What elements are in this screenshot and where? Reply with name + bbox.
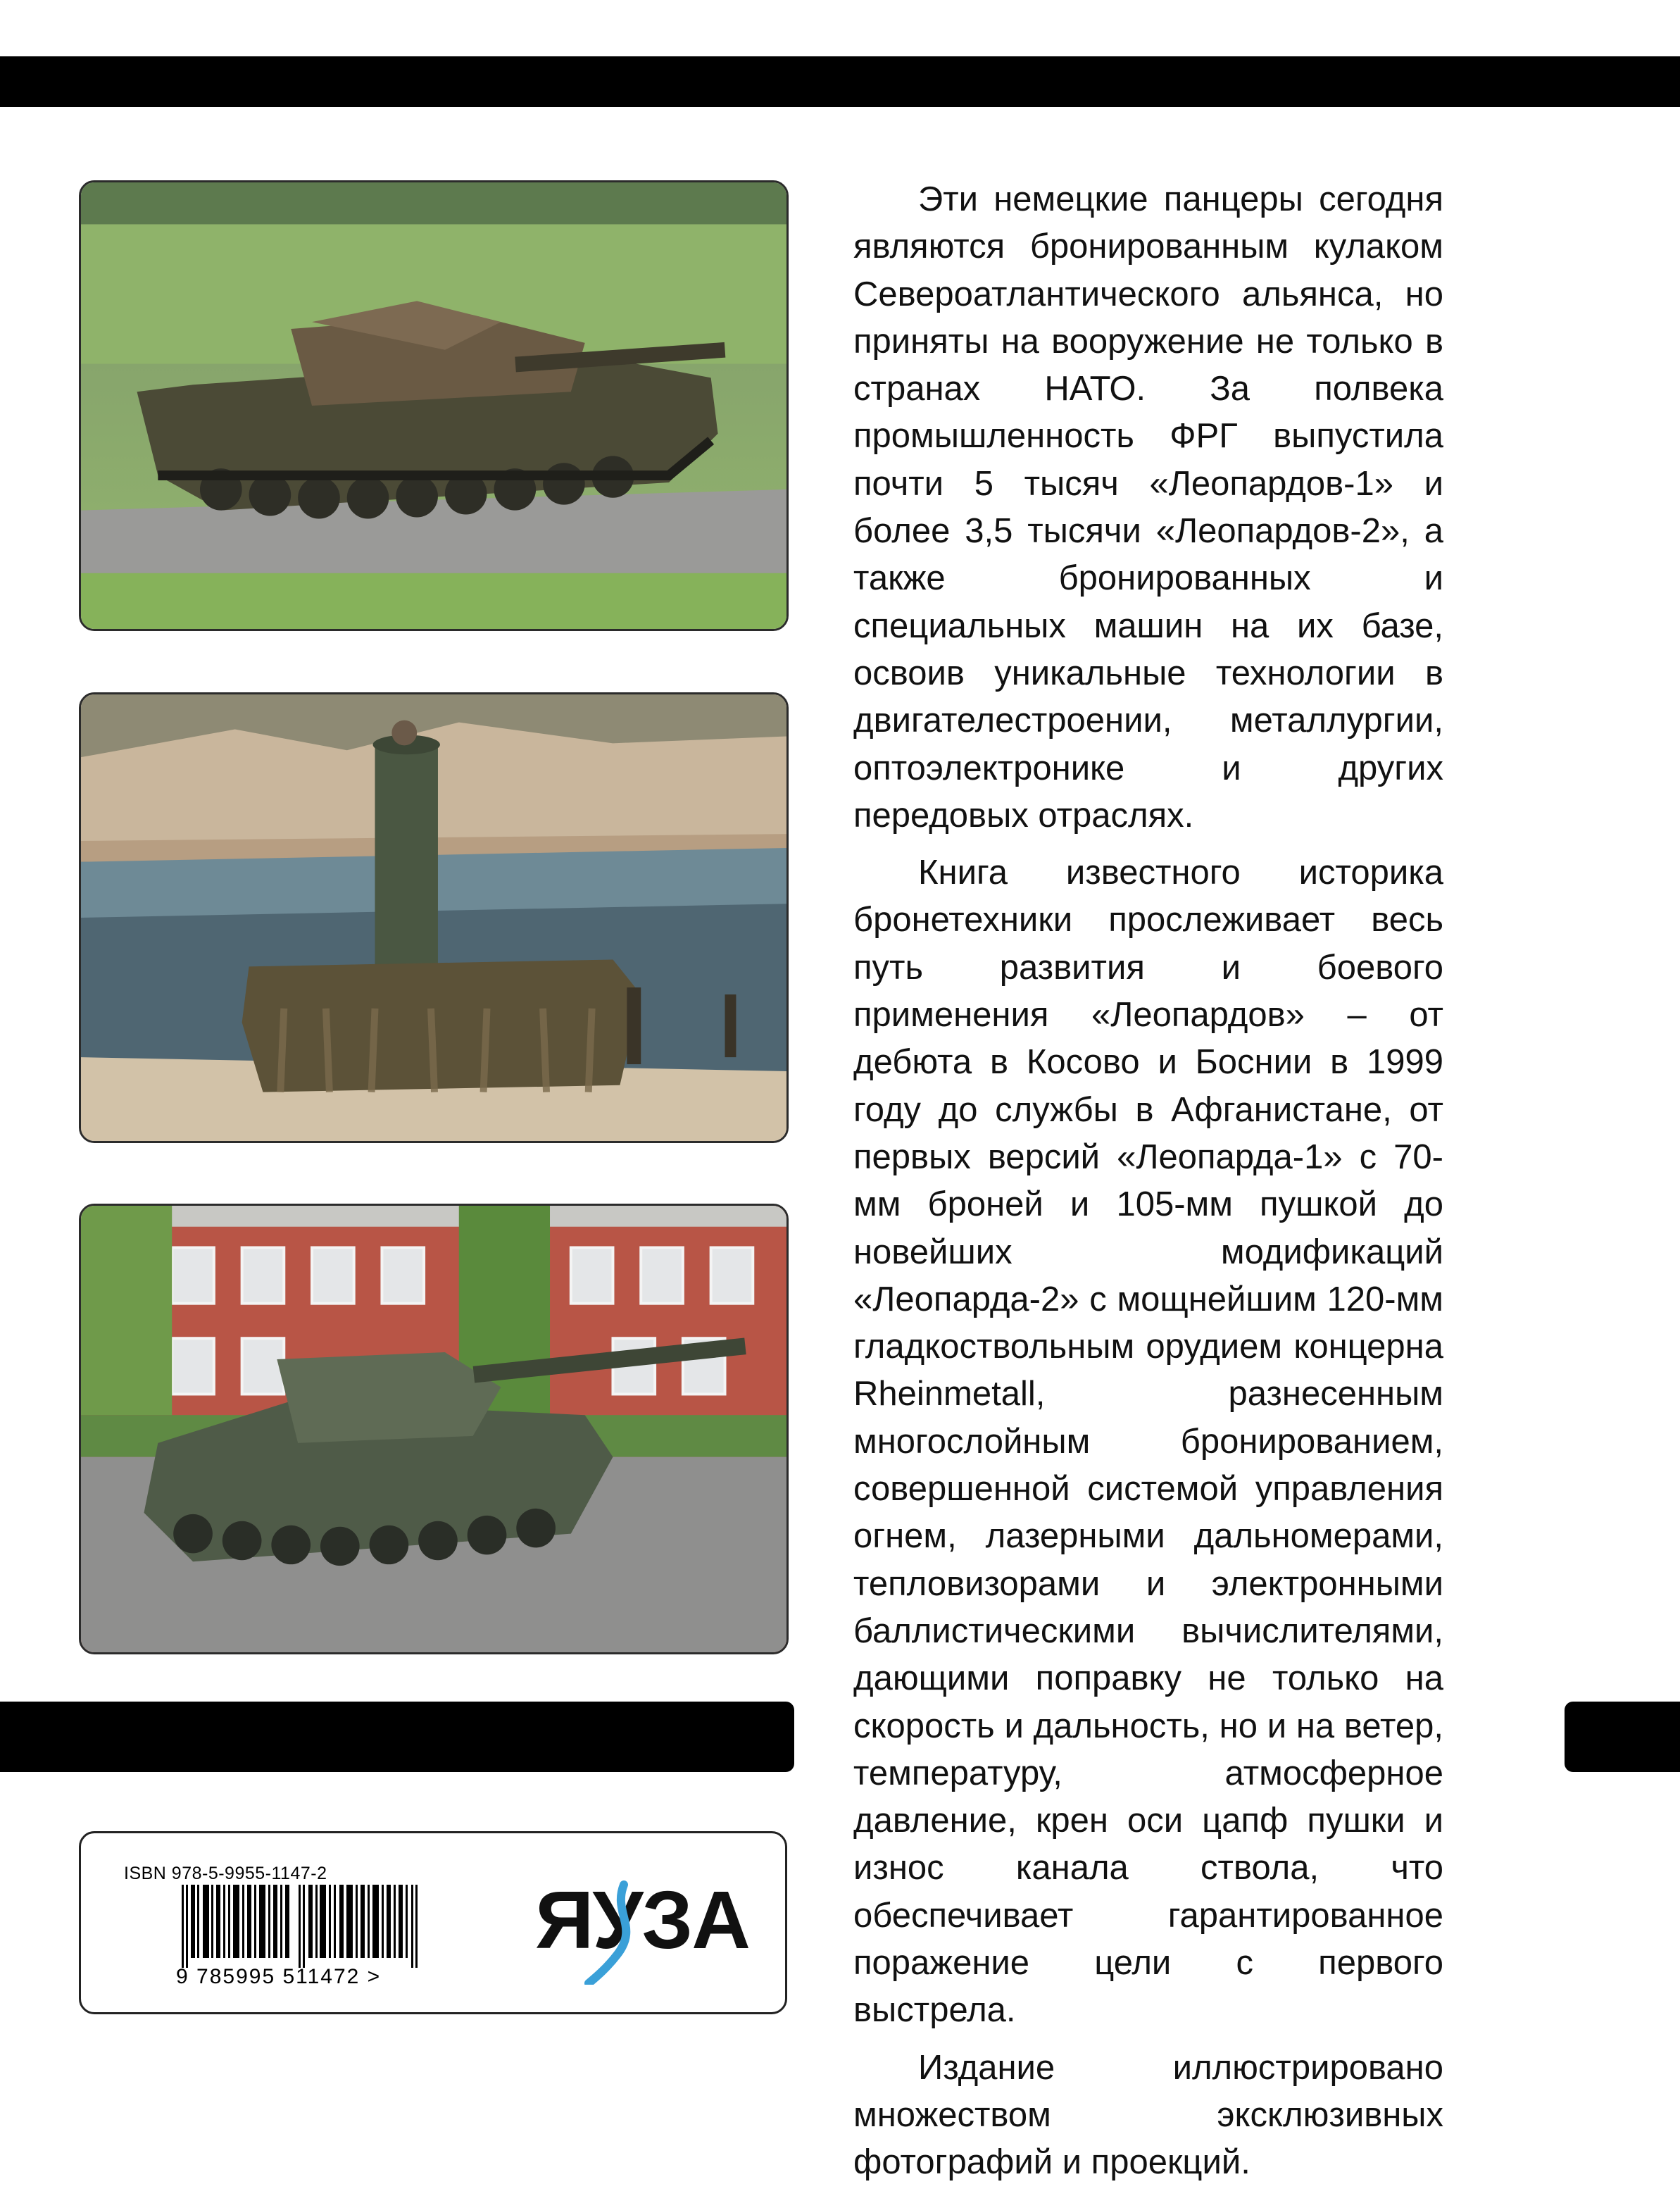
- publisher-logo-wave-icon: [534, 1871, 682, 1985]
- barcode-digits: 9 785995 511472 >: [176, 1965, 382, 1988]
- middle-black-band: [0, 1702, 794, 1772]
- photo-leopard2-camouflage: [79, 180, 789, 631]
- description-paragraph-2: Книга известного историка бронетехники прослеживает весь путь развития и боевого применения «Леопардов» – от дебюта в Косово и Боснии в 1999 году до службы в Афганистане, от первых версий «Леопарда-1» с 70-мм броней и 105-мм пушкой до новейших модификаций «Леопарда-2» с мощнейшим 120-мм гладкоствольным орудием концерна Rheinmetall, разнесенным многослойным бронированием, совершенной системой управления огнем, лазерными дальномерами, тепловизорами и электронными баллистическими вычислителями, дающими поправку не только на скорость и дальность, но и на ветер, температуру, атмосферное давление, крен оси цапф пушки и износ канала ствола, что обеспечивает гарантированное поражение цели с первого выстрела.: [853, 854, 1443, 2030]
- tank-illustration-1: [81, 182, 786, 629]
- isbn-label: ISBN 978-5-9955-1147-2: [124, 1864, 327, 1883]
- photo-leopard-river-crossing: [79, 692, 789, 1143]
- barcode-icon: [182, 1885, 428, 1968]
- publisher-logo: ЯУЗА: [535, 1874, 749, 1966]
- description-paragraph-3: Издание иллюстрировано множеством эксклюзивных фотографий и проекций.: [853, 2048, 1443, 2182]
- tank-illustration-2: [81, 694, 786, 1141]
- photo-leopard1-red-building: [79, 1204, 789, 1654]
- back-cover-description: [853, 176, 1443, 2196]
- description-paragraph-1: Эти немецкие панцеры сегодня являются бронированным кулаком Североатлантического альянса, но приняты на вооружение не только в странах НАТО. За полвека промышленность ФРГ выпустила почти 5 тысяч «Леопардов-1» и более 3,5 тысячи «Леопардов-2», а также бронированных и специальных машин на их базе, освоив уникальные технологии в двигателестроении, металлургии, оптоэлектронике и других передовых отраслях.: [853, 180, 1443, 835]
- right-black-tab: [1565, 1702, 1680, 1772]
- tank-illustration-3: [81, 1206, 786, 1652]
- top-black-band: [0, 56, 1680, 107]
